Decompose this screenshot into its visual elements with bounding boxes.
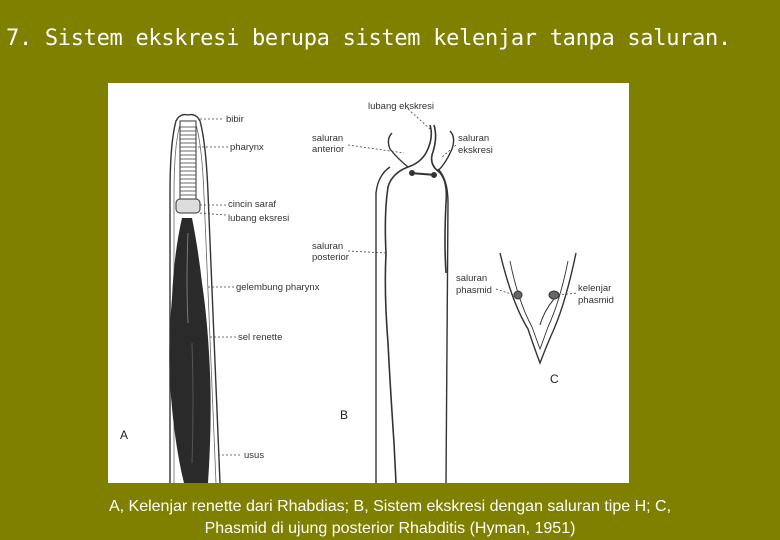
label-saluran-anterior-line2: anterior	[312, 144, 345, 155]
label-usus: usus	[244, 450, 265, 461]
label-cincin-saraf: cincin saraf	[228, 199, 277, 210]
label-lubang-ekskresi: lubang ekskresi	[368, 101, 435, 112]
label-lubang-eksresi: lubang eksresi	[228, 213, 290, 224]
caption-line-2: Phasmid di ujung posterior Rhabditis (Hyman, 1951)	[204, 520, 576, 537]
nematode-excretory-figure	[108, 83, 629, 483]
panel-b-drawing	[348, 109, 456, 483]
label-saluran-ekskresi-line2: ekskresi	[458, 145, 493, 156]
figure-caption	[0, 496, 780, 540]
label-kelenjar-phasmid-line2: phasmid	[578, 295, 614, 306]
label-pharynx: pharynx	[230, 142, 264, 153]
label-sel-renette: sel renette	[238, 332, 283, 343]
panel-a-drawing	[169, 115, 242, 483]
label-gelembung-pharynx: gelembung pharynx	[236, 282, 320, 293]
label-saluran-ekskresi-line1: saluran	[458, 133, 490, 144]
caption-line-1: A, Kelenjar renette dari Rhabdias; B, Sistem ekskresi dengan saluran tipe H; C,	[108, 498, 672, 515]
label-bibir: bibir	[226, 114, 244, 125]
label-saluran-phasmid-line2: phasmid	[456, 285, 492, 296]
panel-c-drawing	[496, 253, 578, 363]
label-saluran-posterior-line2: posterior	[312, 252, 349, 263]
label-kelenjar-phasmid-line1: kelenjar	[578, 283, 612, 294]
figure-drawing	[108, 83, 629, 483]
label-saluran-anterior-line1: saluran	[312, 133, 344, 144]
panel-a-letter: A	[120, 428, 129, 442]
panel-b-letter: B	[340, 408, 349, 422]
label-saluran-phasmid-line1: saluran	[456, 273, 488, 284]
panel-c-letter: C	[550, 372, 559, 386]
slide-title: 7. Sistem ekskresi berupa sistem kelenjar tanpa saluran.	[6, 26, 731, 51]
label-saluran-posterior-line1: saluran	[312, 241, 344, 252]
